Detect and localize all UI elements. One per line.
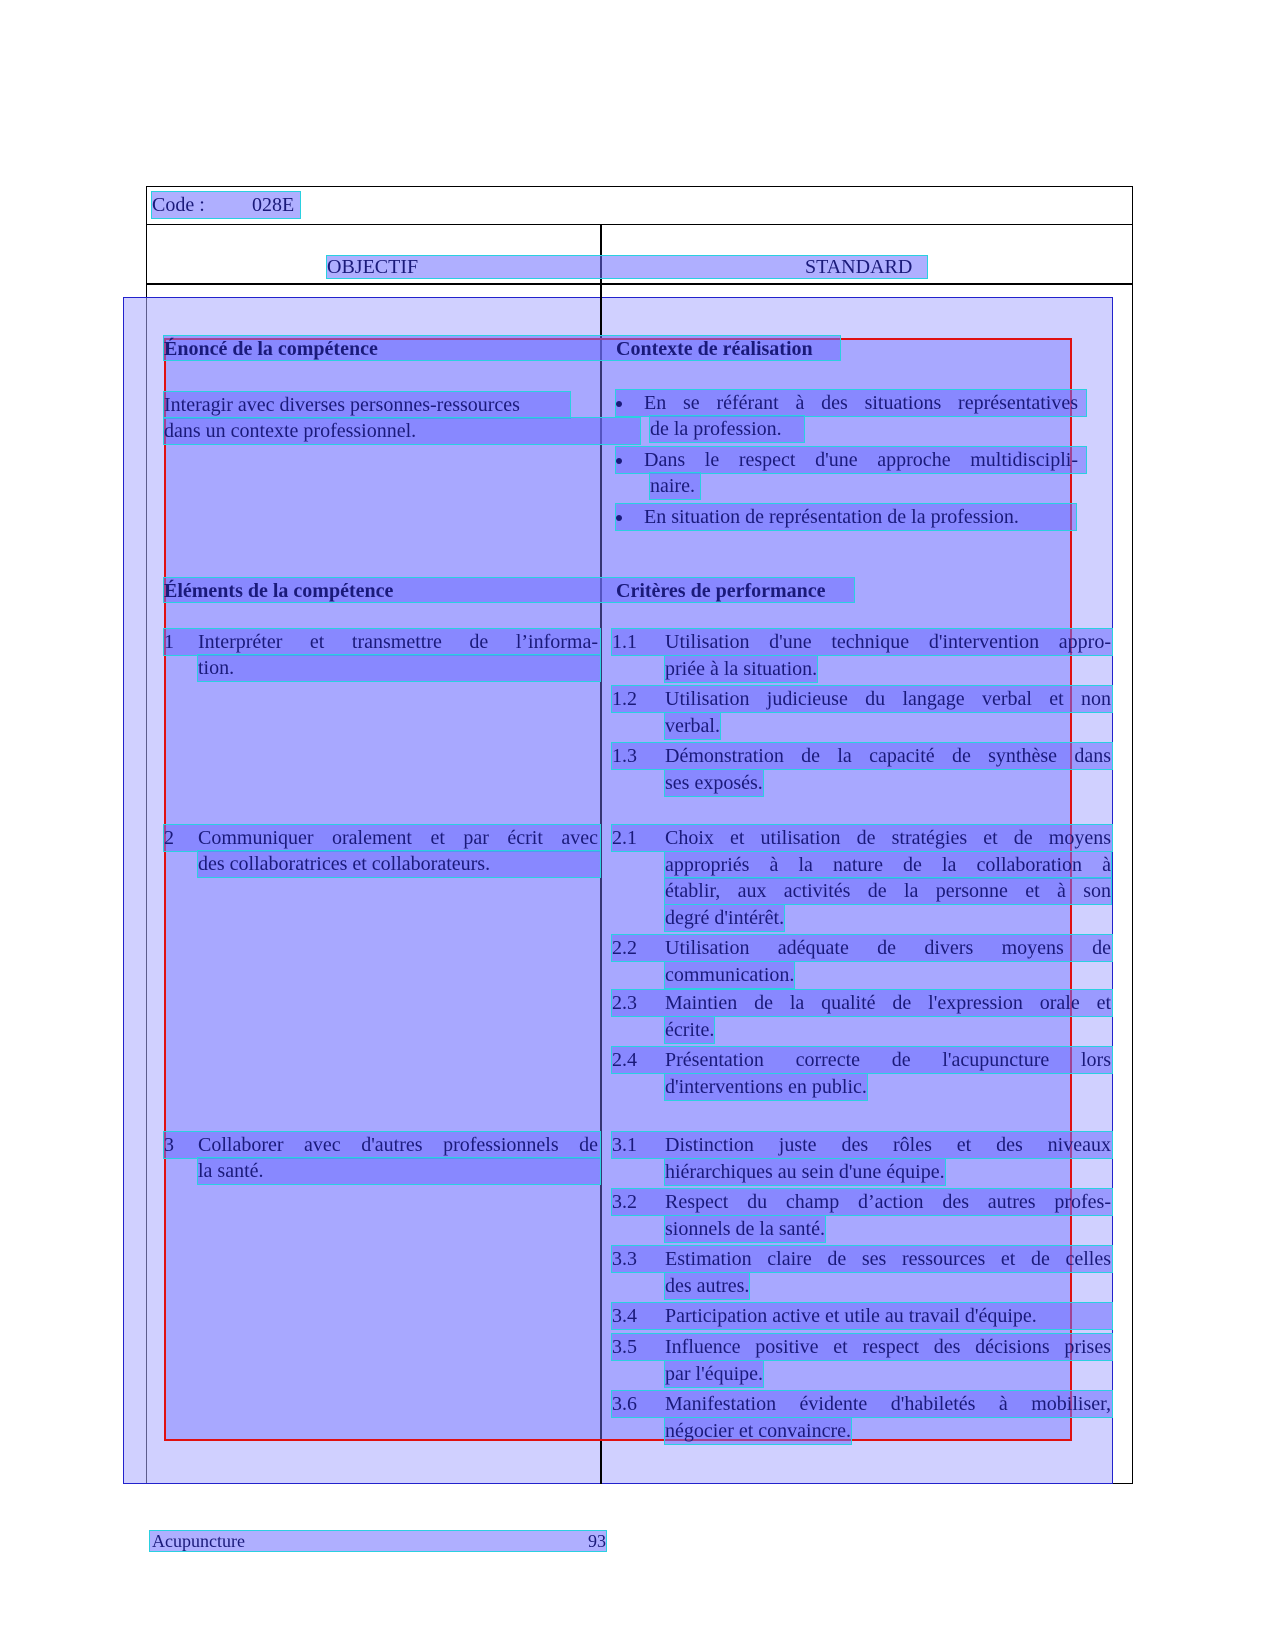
criteres-title: Critères de performance xyxy=(616,580,826,602)
critere-item-3.1-line: hiérarchiques au sein d'une équipe. xyxy=(665,1160,945,1183)
critere-number: 2.2 xyxy=(612,937,637,959)
critere-number: 2.3 xyxy=(612,992,637,1014)
critere-item-2.4 xyxy=(612,1047,1112,1073)
critere-item-3.4 xyxy=(612,1303,1112,1329)
critere-text: Présentation correcte de l'acupuncture lors xyxy=(665,1049,1111,1071)
critere-number: 1.3 xyxy=(612,745,637,767)
element-item-3-cont: la santé. xyxy=(198,1158,600,1184)
critere-number: 3.3 xyxy=(612,1248,637,1270)
critere-item-3.1 xyxy=(612,1132,1112,1158)
critere-number: 1.1 xyxy=(612,631,637,653)
contexte-item-1-cont: de la profession. xyxy=(650,416,804,442)
critere-item-2.3-line: écrite. xyxy=(665,1018,715,1041)
enonce-line-2: dans un contexte professionnel. xyxy=(164,418,640,444)
critere-item-3.5 xyxy=(612,1334,1112,1360)
critere-number: 3.1 xyxy=(612,1134,637,1156)
element-item-1-cont: tion. xyxy=(198,655,600,681)
page-number: 93 xyxy=(588,1531,606,1551)
critere-text: Utilisation adéquate de divers moyens de xyxy=(665,937,1111,959)
critere-text: Démonstration de la capacité de synthèse dans xyxy=(665,745,1111,767)
critere-item-2.1 xyxy=(612,825,1112,851)
critere-item-2.2 xyxy=(612,935,1112,961)
critere-text: Manifestation évidente d'habiletés à mobiliser, xyxy=(665,1393,1111,1415)
critere-item-3.6-line: négocier et convaincre. xyxy=(665,1419,852,1442)
critere-text: Respect du champ d’action des autres profes- xyxy=(665,1191,1111,1213)
code-label: Code : xyxy=(152,194,205,216)
critere-item-3.6 xyxy=(612,1391,1112,1417)
critere-number: 1.2 xyxy=(612,688,637,710)
critere-item-1.2-line: verbal. xyxy=(665,714,720,737)
critere-item-2.1-line: degré d'intérêt. xyxy=(665,906,785,929)
critere-number: 2.4 xyxy=(612,1049,637,1071)
critere-text: Estimation claire de ses ressources et de celles xyxy=(665,1248,1111,1270)
element-item-1: 1 Interpréter et transmettre de l’informa- xyxy=(164,631,598,653)
elements-title: Éléments de la compétence xyxy=(164,580,394,602)
critere-text: Utilisation d'une technique d'intervention appro- xyxy=(665,631,1111,653)
contexte-title: Contexte de réalisation xyxy=(616,338,813,360)
critere-item-2.4-line: d'interventions en public. xyxy=(665,1075,867,1098)
critere-item-3.2-line: sionnels de la santé. xyxy=(665,1217,825,1240)
column-headers xyxy=(327,256,927,278)
element-item-2-cont: des collaboratrices et collaborateurs. xyxy=(198,851,600,877)
critere-item-3.3 xyxy=(612,1246,1112,1272)
critere-item-1.1 xyxy=(612,629,1112,655)
element-item-2: 2 Communiquer oralement et par écrit avec xyxy=(164,827,598,849)
section-titles-row-1 xyxy=(164,336,840,360)
contexte-item-1: En se référant à des situations représentatives xyxy=(616,390,1086,416)
code-field xyxy=(152,192,300,218)
bullet-icon xyxy=(616,458,622,464)
critere-number: 3.4 xyxy=(612,1305,637,1327)
critere-item-2.1-line: établir, aux activités de la personne et à son xyxy=(665,880,1111,902)
footer-title: Acupuncture xyxy=(152,1531,245,1551)
enonce-line-1: Interagir avec diverses personnes-ressources xyxy=(164,392,570,418)
critere-item-1.3-line: ses exposés. xyxy=(665,771,763,794)
bullet-icon xyxy=(616,515,622,521)
contexte-item-2: Dans le respect d'une approche multidiscipli- xyxy=(616,447,1086,473)
critere-text: Influence positive et respect des décisions prises xyxy=(665,1336,1111,1358)
critere-item-2.1-line: appropriés à la nature de la collaboration à xyxy=(665,853,1111,876)
critere-number: 3.2 xyxy=(612,1191,637,1213)
contexte-item-2-cont: naire. xyxy=(650,473,700,499)
element-item-3: 3 Collaborer avec d'autres professionnels de xyxy=(164,1134,598,1156)
critere-number: 2.1 xyxy=(612,827,637,849)
critere-item-2.2-line: communication. xyxy=(665,963,795,986)
section-titles-row-2 xyxy=(164,578,854,602)
critere-item-3.3-line: des autres. xyxy=(665,1274,750,1297)
contexte-item-3: En situation de représentation de la profession. xyxy=(616,504,1076,530)
critere-text: Utilisation judicieuse du langage verbal et non xyxy=(665,688,1111,710)
enonce-title: Énoncé de la compétence xyxy=(164,338,378,360)
bullet-icon xyxy=(616,401,622,407)
critere-number: 3.6 xyxy=(612,1393,637,1415)
column-header-objectif: OBJECTIF xyxy=(327,256,419,278)
critere-item-3.5-line: par l'équipe. xyxy=(665,1362,764,1385)
column-header-standard: STANDARD xyxy=(805,256,913,278)
critere-text: Choix et utilisation de stratégies et de moyens xyxy=(665,827,1111,849)
critere-item-2.3 xyxy=(612,990,1112,1016)
critere-text: Maintien de la qualité de l'expression orale et xyxy=(665,992,1111,1014)
critere-text: Distinction juste des rôles et des niveaux xyxy=(665,1134,1111,1156)
critere-item-1.3 xyxy=(612,743,1112,769)
critere-number: 3.5 xyxy=(612,1336,637,1358)
code-value: 028E xyxy=(252,194,295,216)
critere-text: Participation active et utile au travail d'équipe. xyxy=(665,1305,1037,1327)
critere-item-1.2 xyxy=(612,686,1112,712)
critere-item-1.1-line: priée à la situation. xyxy=(665,657,818,680)
critere-item-3.2 xyxy=(612,1189,1112,1215)
